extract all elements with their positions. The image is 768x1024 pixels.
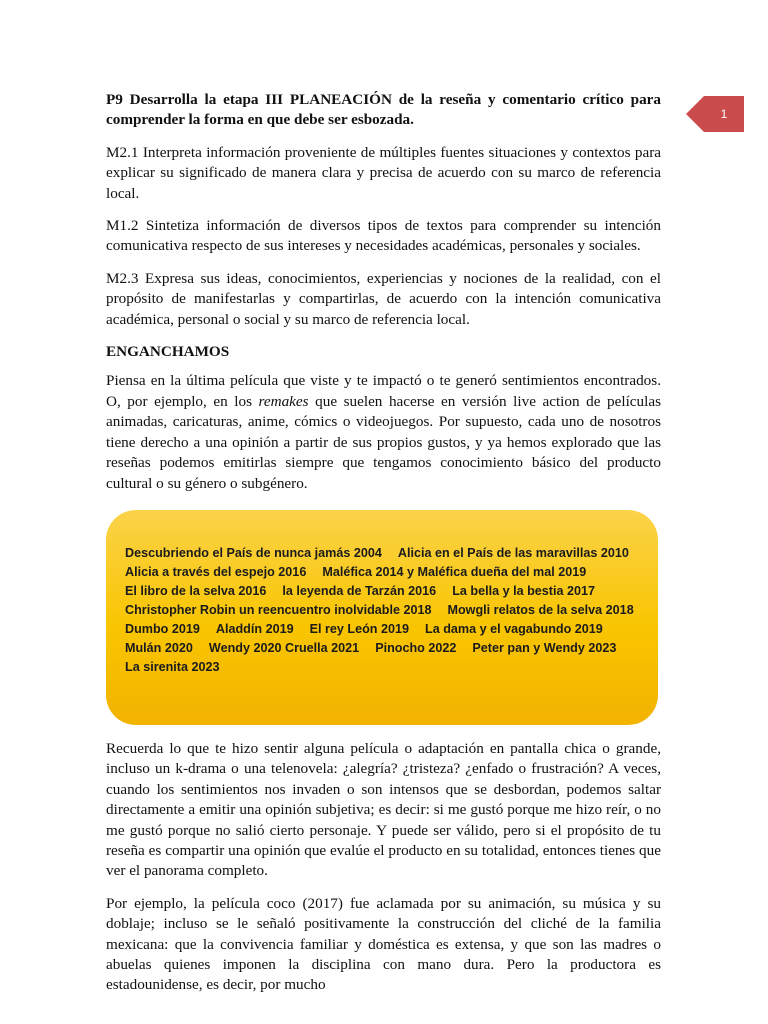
movie-title: Peter pan y Wendy 2023 (472, 640, 617, 655)
competency-paragraph: M2.3 Expresa sus ideas, conocimientos, experiencias y nociones de la realidad, con el propósito de manifestarlas y compartirlas, de acuerdo con la intención comunicativa académica, personal o social y su marco de referencia local. (106, 269, 661, 328)
movie-line (125, 658, 658, 677)
movie-title: Wendy 2020 Cruella 2021 (208, 640, 360, 655)
movie-title: la leyenda de Tarzán 2016 (282, 583, 437, 598)
document-content (106, 90, 661, 1008)
movie-title: Aladdín 2019 (215, 621, 294, 636)
movie-title: Christopher Robin un reencuentro inolvidable 2018 (125, 602, 432, 617)
movie-title: El rey León 2019 (309, 621, 409, 636)
movie-title: Dumbo 2019 (125, 621, 200, 636)
movie-line (125, 582, 658, 601)
competency-paragraph: M2.1 Interpreta información proveniente de múltiples fuentes situaciones y contextos para explicar su significado de manera clara y precisa de acuerdo con su marco de referencia local. (106, 143, 661, 202)
movie-title: Descubriendo el País de nunca jamás 2004 (125, 545, 382, 560)
feelings-paragraph: Recuerda lo que te hizo sentir alguna película o adaptación en pantalla chica o grande, incluso un k-drama o una telenovela: ¿alegría? ¿tristeza? ¿enfado o frustración? A veces, cuando los sentimientos nos invaden o son intensos que se desbordan, podemos saltar directamente a emitir una opinión subjetiva; es decir: si me gustó porque me hizo reír, o no me gustó porque no salió cierto personaje. Y puede ser válido, pero si el propósito de tu reseña es compartir una opinión que evalúe el producto en su totalidad, entonces tienes que ver el panorama completo. (106, 739, 661, 880)
movie-line (125, 601, 658, 620)
intro-text-part1: Piensa en la última película que viste y te impactó o te generó sentimientos encontrados. O, por ejemplo, en los (106, 372, 661, 410)
movie-title: Pinocho 2022 (375, 640, 457, 655)
intro-emphasis: remakes (258, 392, 309, 410)
movie-title: Alicia en el País de las maravillas 2010 (397, 545, 629, 560)
movie-list-box (106, 510, 658, 725)
movie-title: Alicia a través del espejo 2016 (125, 564, 307, 579)
intro-paragraph (106, 371, 661, 493)
movie-title: La dama y el vagabundo 2019 (425, 621, 603, 636)
movie-list (125, 544, 658, 677)
movie-line (125, 639, 658, 658)
movie-title: La bella y la bestia 2017 (452, 583, 596, 598)
movie-title: Mowgli relatos de la selva 2018 (447, 602, 634, 617)
activity-heading: P9 Desarrolla la etapa III PLANEACIÓN de la reseña y comentario crítico para comprender la forma en que debe ser esbozada. (106, 91, 661, 129)
movie-title: La sirenita 2023 (125, 659, 220, 674)
movie-title: El libro de la selva 2016 (125, 583, 267, 598)
movie-title: Mulán 2020 (125, 640, 193, 655)
page-number-marker (686, 96, 744, 132)
intro-text-part2: que suelen hacerse en versión live action de películas animadas, caricaturas, anime, cómics o videojuegos. Por supuesto, cada uno de nosotros tiene derecho a una opinión a partir de sus propios gustos, y ya hemos explorado que las reseñas podemos emitirlas siempre que tengamos conocimiento básico del producto cultural o su género o subgénero. (106, 392, 661, 492)
movie-line (125, 620, 658, 639)
coco-paragraph: Por ejemplo, la película coco (2017) fue aclamada por su animación, su música y su doblaje; incluso se le señaló positivamente la construcción del cliché de la familia mexicana: que la convivencia familiar y doméstica es extensa, y que son las madres o abuelas quienes imponen la disciplina con mano dura. Pero la productora es estadounidense, es decir, por mucho (106, 894, 661, 994)
movie-line (125, 563, 658, 582)
movie-line (125, 544, 658, 563)
competency-paragraph: M1.2 Sintetiza información de diversos tipos de textos para comprender su intención comunicativa respecto de sus intereses y necesidades académicas, personales y sociales. (106, 217, 661, 255)
section-title: ENGANCHAMOS (106, 343, 230, 361)
movie-title: Maléfica 2014 y Maléfica dueña del mal 2019 (322, 564, 587, 579)
page-number: 1 (720, 107, 728, 121)
